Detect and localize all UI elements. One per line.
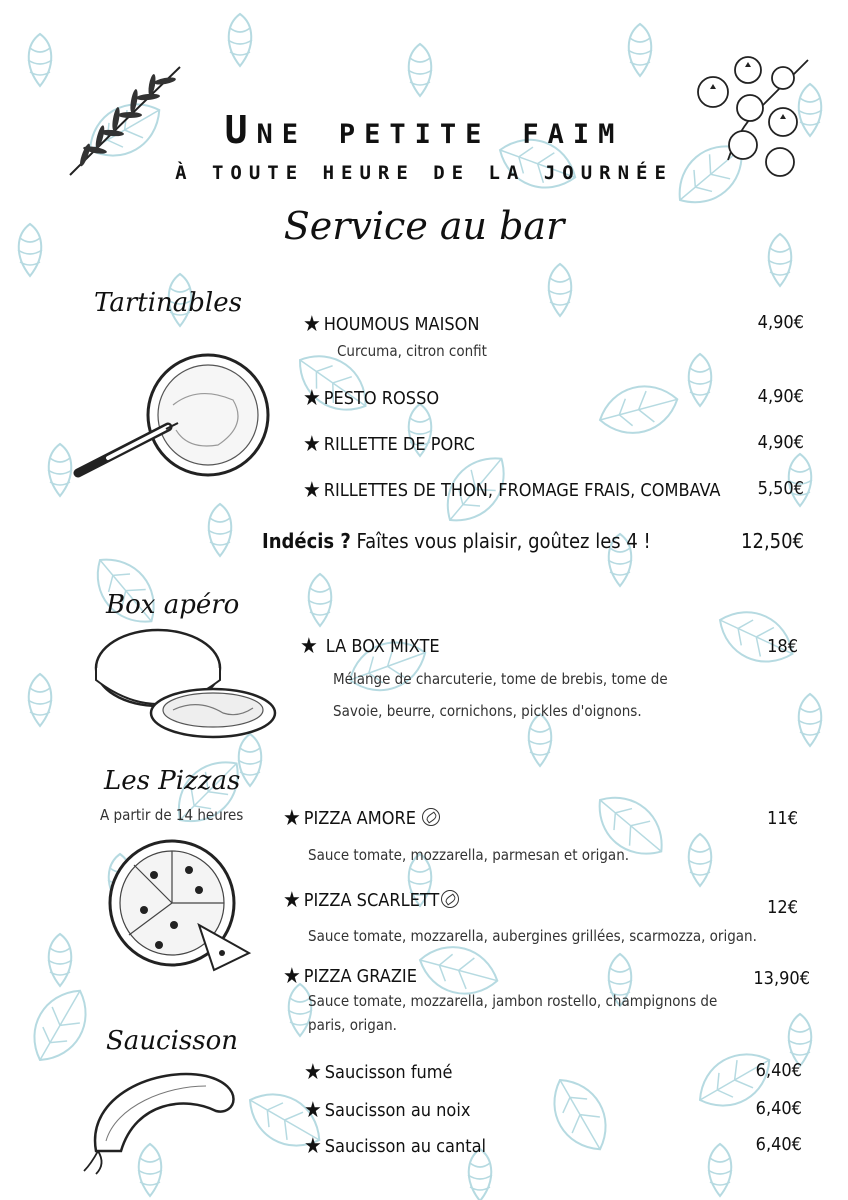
menu-item-pesto [303,386,439,411]
star-icon: ★ [283,806,301,831]
item-price: 6,40€ [755,1098,802,1119]
star-icon: ★ [304,1060,322,1085]
menu-item-saucisson-cantal [304,1134,486,1159]
star-icon: ★ [303,478,321,503]
star-icon: ★ [303,386,321,411]
item-name: RILLETTE DE PORC [323,434,475,455]
star-icon: ★ [304,1098,322,1123]
menu-item-saucisson-fume [304,1060,453,1085]
item-name: Saucisson fumé [324,1062,453,1083]
pizzas-hours-note: A partir de 14 heures [100,806,244,824]
menu-item-pizza-scarlett [283,888,459,913]
item-description-line2: Savoie, beurre, cornichons, pickles d'oignons. [333,702,642,720]
section-heading-pizzas: Les Pizzas [104,766,241,796]
item-name: PESTO ROSSO [323,388,440,409]
item-name: Saucisson au noix [324,1100,471,1121]
menu-item-rillettes-thon [303,478,720,503]
page-subtitle: À TOUTE HEURE DE LA JOURNÉE [175,162,673,184]
section-heading-saucisson: Saucisson [106,1026,239,1056]
item-price: 12€ [767,897,798,918]
vegetarian-leaf-icon [422,808,440,826]
menu-item-box-mixte [300,634,440,659]
item-price: 6,40€ [755,1060,802,1081]
cheese-box-illustration [88,618,278,743]
item-name: LA BOX MIXTE [325,636,440,657]
item-description: Sauce tomate, mozzarella, aubergines grillées, scarmozza, origan. [308,927,757,945]
star-icon: ★ [283,888,301,913]
item-name: PIZZA AMORE [303,808,416,829]
item-price: 5,50€ [757,478,804,499]
combo-price: 12,50€ [741,529,804,553]
item-price: 18€ [767,636,798,657]
tasting-combo [262,529,651,553]
star-icon: ★ [300,634,318,659]
section-heading-tartinables: Tartinables [94,288,242,318]
item-price: 13,90€ [753,968,810,989]
menu-item-pizza-grazie [283,964,417,989]
service-heading: Service au bar [283,204,565,248]
section-heading-box: Box apéro [106,590,240,620]
item-description-line2: paris, origan. [308,1016,397,1034]
item-name: Saucisson au cantal [324,1136,487,1157]
item-description: Sauce tomate, mozzarella, parmesan et origan. [308,846,630,864]
item-price: 4,90€ [757,312,804,333]
star-icon: ★ [303,312,321,337]
combo-text: Faîtes vous plaisir, goûtez les 4 ! [356,529,651,553]
item-description-line1: Mélange de charcuterie, tome de brebis, tome de [333,670,668,688]
item-name: RILLETTES DE THON, FROMAGE FRAIS, COMBAVA [323,480,721,501]
item-price: 6,40€ [755,1134,802,1155]
item-price: 4,90€ [757,432,804,453]
star-icon: ★ [283,964,301,989]
spread-pot-illustration [48,345,278,495]
star-icon: ★ [304,1134,322,1159]
menu-item-houmous [303,312,480,337]
item-description-line1: Sauce tomate, mozzarella, jambon rostello, champignons de [308,992,718,1010]
star-icon: ★ [303,432,321,457]
item-price: 4,90€ [757,386,804,407]
item-price: 11€ [767,808,798,829]
item-description: Curcuma, citron confit [337,342,487,360]
page-title: Une petite faim [224,108,624,152]
item-name: PIZZA GRAZIE [303,966,417,987]
menu-item-pizza-amore [283,806,440,831]
menu-item-rillette-porc [303,432,475,457]
saucisson-illustration [76,1056,246,1176]
combo-label: Indécis ? [262,529,351,553]
pizza-illustration [104,835,254,975]
menu-item-saucisson-noix [304,1098,470,1123]
vegetarian-leaf-icon [441,890,459,908]
item-name: PIZZA SCARLETT [303,890,440,911]
item-name: HOUMOUS MAISON [323,314,480,335]
